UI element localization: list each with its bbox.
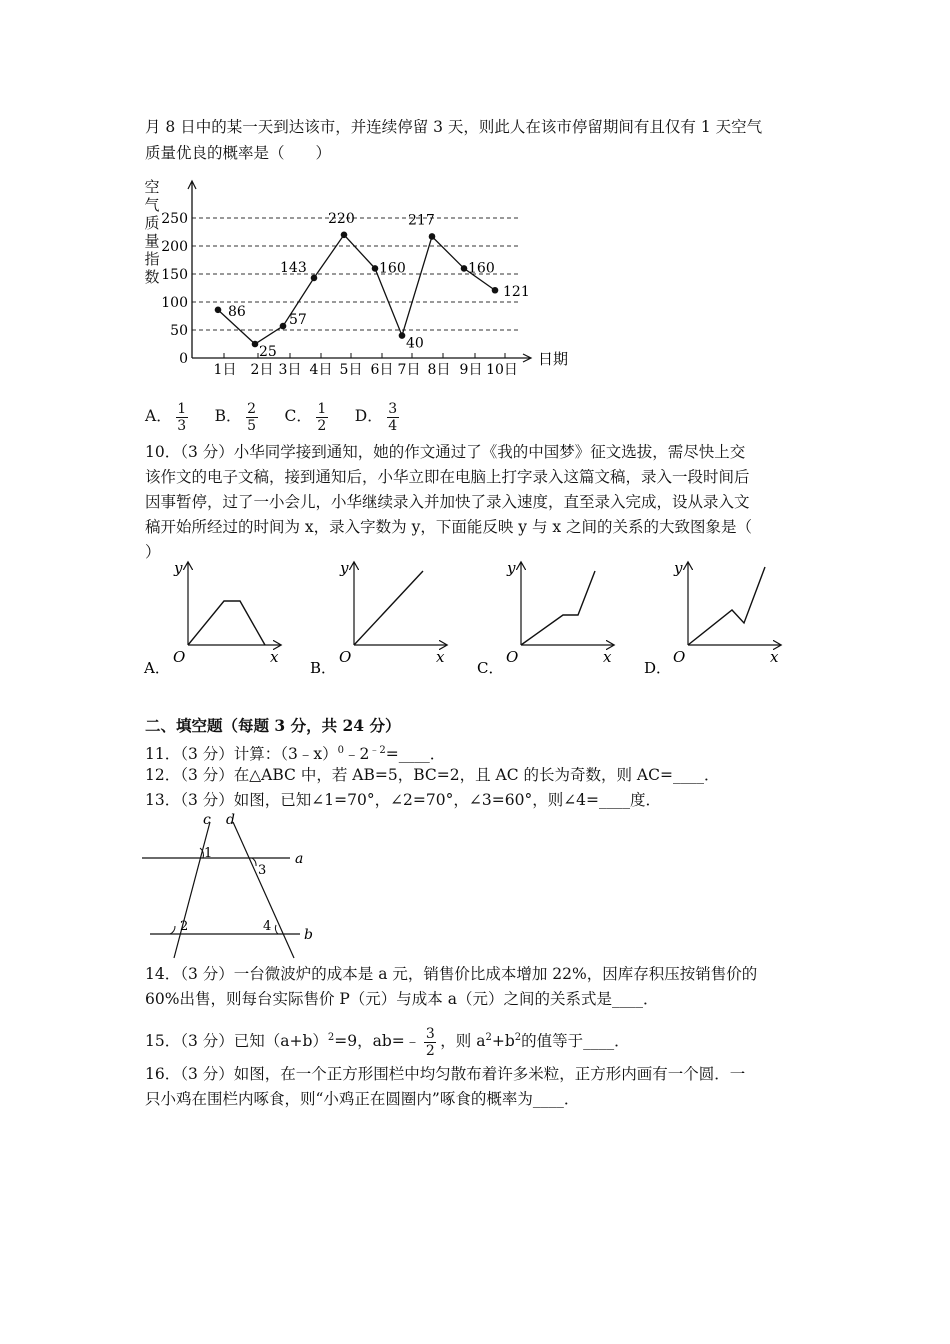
data-point [341,232,348,239]
q13: 13．（3 分）如图，已知∠1=70°，∠2=70°，∠3=60°，则∠4=____度． [145,791,662,809]
q16-line-2: 只小鸡在围栏内啄食，则“小鸡正在圆圈内”啄食的概率为____． [145,1090,580,1108]
q10-option-d-label: D． [644,659,672,677]
data-point [252,341,259,348]
q10-option-a-label: A． [144,659,170,677]
data-point [399,332,406,339]
angle-4-label: 4 [263,919,272,934]
y-tick-label: 200 [161,239,188,255]
y-tick-label: 100 [161,295,188,311]
q10b-x-label: x [436,648,445,666]
q10-graph-d [644,559,780,677]
data-label: 25 [259,344,277,360]
angle-1-label: 1 [204,846,213,861]
x-tick-label: 4日 [309,362,333,378]
data-label: 40 [406,335,424,352]
line-b-label: b [304,927,313,943]
q10c-x-label: x [603,648,612,666]
q14-line-2: 60%出售，则每台实际售价 P（元）与成本 a（元）之间的关系式是____． [145,990,659,1008]
q10b-origin: O [339,648,352,666]
q10c-origin: O [506,648,519,666]
y-tick-label: 250 [161,211,188,227]
q10-line-3: 因事暂停，过了一小会儿，小华继续录入并加快了录入速度，直至录入完成，设从录入文 [145,493,750,511]
q10-graph-c [477,559,613,677]
q11: 11．（3 分）计算：$(3﹣x)^0﹣2^{﹣2}=\_\_\_\_$． [145,745,446,764]
q10-graphs [140,555,800,685]
q10-option-b-label: B． [310,659,337,677]
q10-line-1: 10．（3 分）小华同学接到通知，她的作文通过了《我的中国梦》征文选拔，需尽快上交 [145,443,746,461]
data-point [311,275,318,282]
q9-line-1: 月 8 日中的某一天到达该市，并连续停留 3 天，则此人在该市停留期间有且仅有 1 天空气 [145,118,763,136]
x-tick-label: 2日 [250,362,274,378]
y-tick-label: 0 [179,351,188,367]
q9-option-b: B． $\frac{2}{5}$ [214,400,256,434]
q10-graph-a [143,559,280,677]
q10d-y-label: y [674,559,683,577]
data-label: 57 [289,312,307,329]
q12: 12．（3 分）在△ABC 中，若 AB=5，BC=2，且 AC 的长为奇数，则 AC=____． [145,766,720,784]
q10b-y-label: y [340,559,349,577]
series-line [218,235,495,344]
line-a-label: a [295,851,304,867]
q9-option-a: A． $\frac{1}{3}$ [145,400,187,434]
x-tick-label: 3日 [278,362,302,378]
data-label: 86 [228,303,246,320]
chart-y-title: 空气质量指数 [144,178,160,286]
data-point [372,265,379,272]
q10d-origin: O [673,648,686,666]
aqi-line-chart [160,176,580,386]
data-label: 143 [280,259,307,276]
q10d-x-label: x [770,648,779,666]
q10-line-2: 该作文的电子文稿，接到通知后，小华立即在电脑上打字录入这篇文稿，录入一段时间后 [145,468,750,486]
q16-line-1: 16．（3 分）如图，在一个正方形围栏中均匀散布着许多米粒，正方形内画有一个圆．一 [145,1065,746,1083]
q10a-y-label: y [174,559,183,577]
x-tick-label: 7日 [397,362,421,378]
data-label: 121 [503,284,530,301]
data-label: 160 [468,260,495,277]
data-label: 217 [408,212,435,229]
angle-2-label: 2 [180,919,189,934]
q10c-y-label: y [507,559,516,577]
data-point [429,233,436,240]
x-tick-label: 6日 [370,362,394,378]
data-label: 160 [379,260,406,277]
q9-option-c: C． $\frac{1}{2}$ [284,400,327,434]
q14-line-1: 14．（3 分）一台微波炉的成本是 a 元，销售价比成本增加 22%，因库存积压按销售价的 [145,965,758,983]
q10a-origin: O [173,648,186,666]
line-c-label: c [203,812,211,828]
data-point [280,323,287,330]
line-d-label: d [226,812,235,828]
data-label: 220 [328,210,355,227]
data-point [215,307,222,314]
q10-graph-b [310,559,446,677]
x-tick-label: 1日 [213,362,237,378]
data-point [492,287,499,294]
q10-line-4: 稿开始所经过的时间为 x，录入字数为 y，下面能反映 y 与 x 之间的关系的大致图象是（ [145,518,753,536]
x-axis-title: 日期 [538,350,569,368]
q9-line-2: 质量优良的概率是（ ） [145,144,332,162]
x-tick-label: 5日 [339,362,363,378]
section-2-title: 二、填空题（每题 3 分，共 24 分） [145,716,401,735]
y-tick-label: 50 [170,323,188,339]
angle-3-label: 3 [258,863,267,878]
q10-option-c-label: C． [477,659,504,677]
q9-options [145,394,421,438]
q15: 15．（3 分）已知$(a+b)^2=9$，ab=﹣ $\frac{3}{2}$ ，则 $a^2+b^2$的值等于____． [145,1025,630,1059]
q10-line-5: ） [145,543,161,561]
q13-figure [140,810,325,960]
q10a-x-label: x [270,648,279,666]
data-point [461,265,468,272]
q9-option-d: D． $\frac{3}{4}$ [354,400,398,434]
x-tick-label: 10日 [486,362,518,378]
y-tick-label: 150 [161,267,188,283]
x-tick-label: 8日 [427,362,451,378]
x-tick-label: 9日 [459,362,483,378]
